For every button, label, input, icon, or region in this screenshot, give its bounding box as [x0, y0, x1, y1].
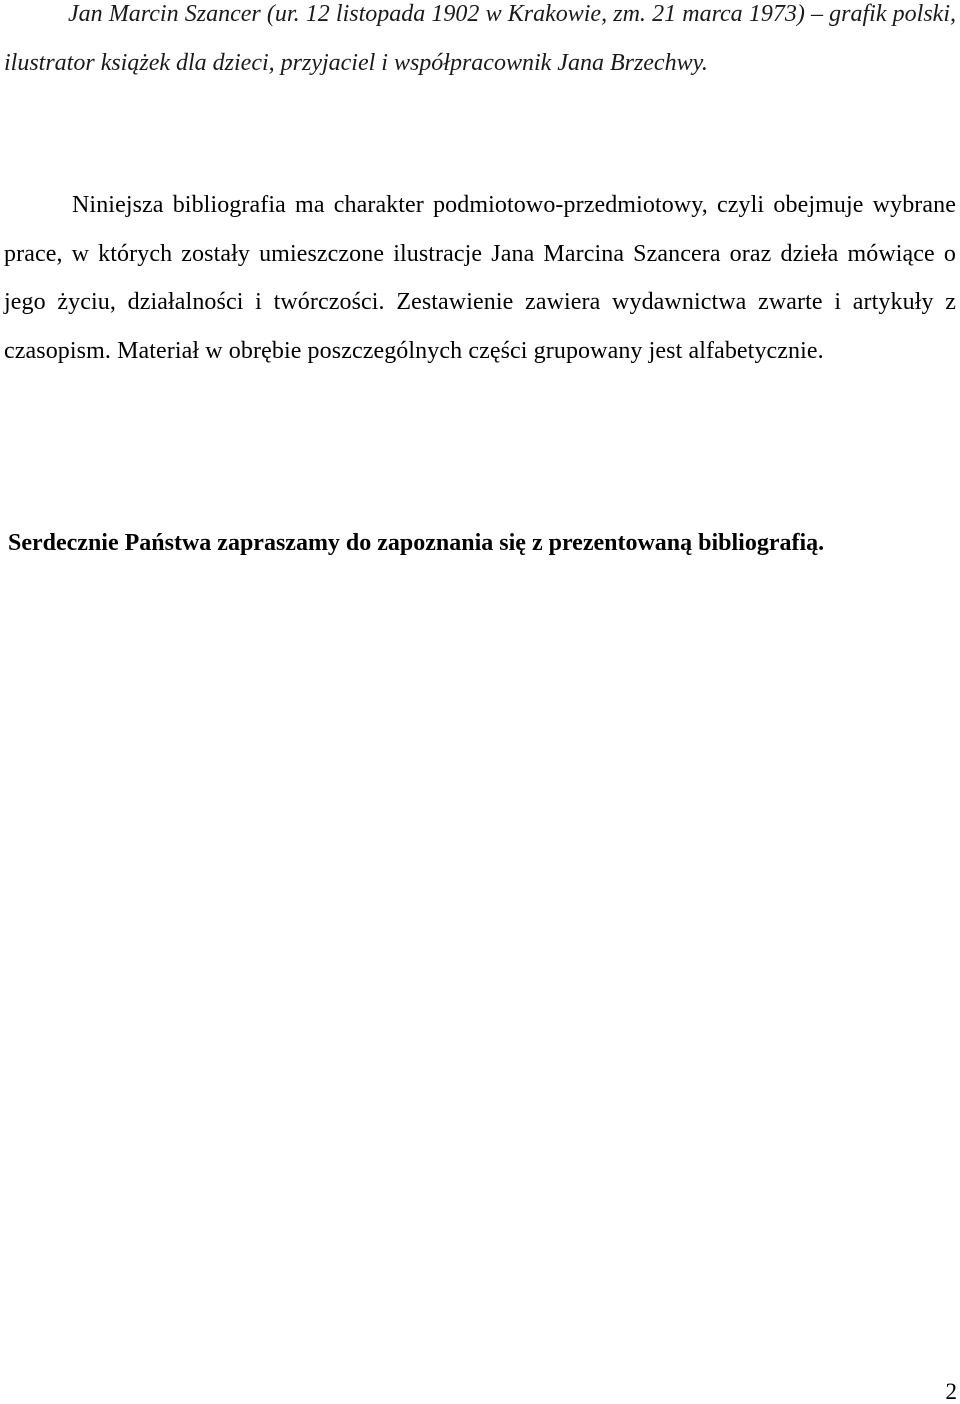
page-number: 2	[945, 1379, 957, 1404]
invitation-line: Serdecznie Państwa zapraszamy do zapoznania się z prezentowaną bibliografią.	[8, 530, 825, 556]
intro-paragraph: Jan Marcin Szancer (ur. 12 listopada 1902 w Krakowie, zm. 21 marca 1973) – grafik polski, ilustrator książek dla dzieci, przyjaciel i współpracownik Jana Brzechwy.	[4, 1, 956, 76]
bibliography-scope-paragraph: Niniejsza bibliografia ma charakter podmiotowo-przedmiotowy, czyli obejmuje wybrane prace, w których zostały umieszczone ilustracje Jana Marcina Szancera oraz dzieła mówiące o jego życiu, działalności i twórczości. Zestawienie zawiera wydawnictwa zwarte i artykuły z czasopism. Materiał w obrębie poszczególnych części grupowany jest alfabetycznie.	[4, 192, 956, 364]
